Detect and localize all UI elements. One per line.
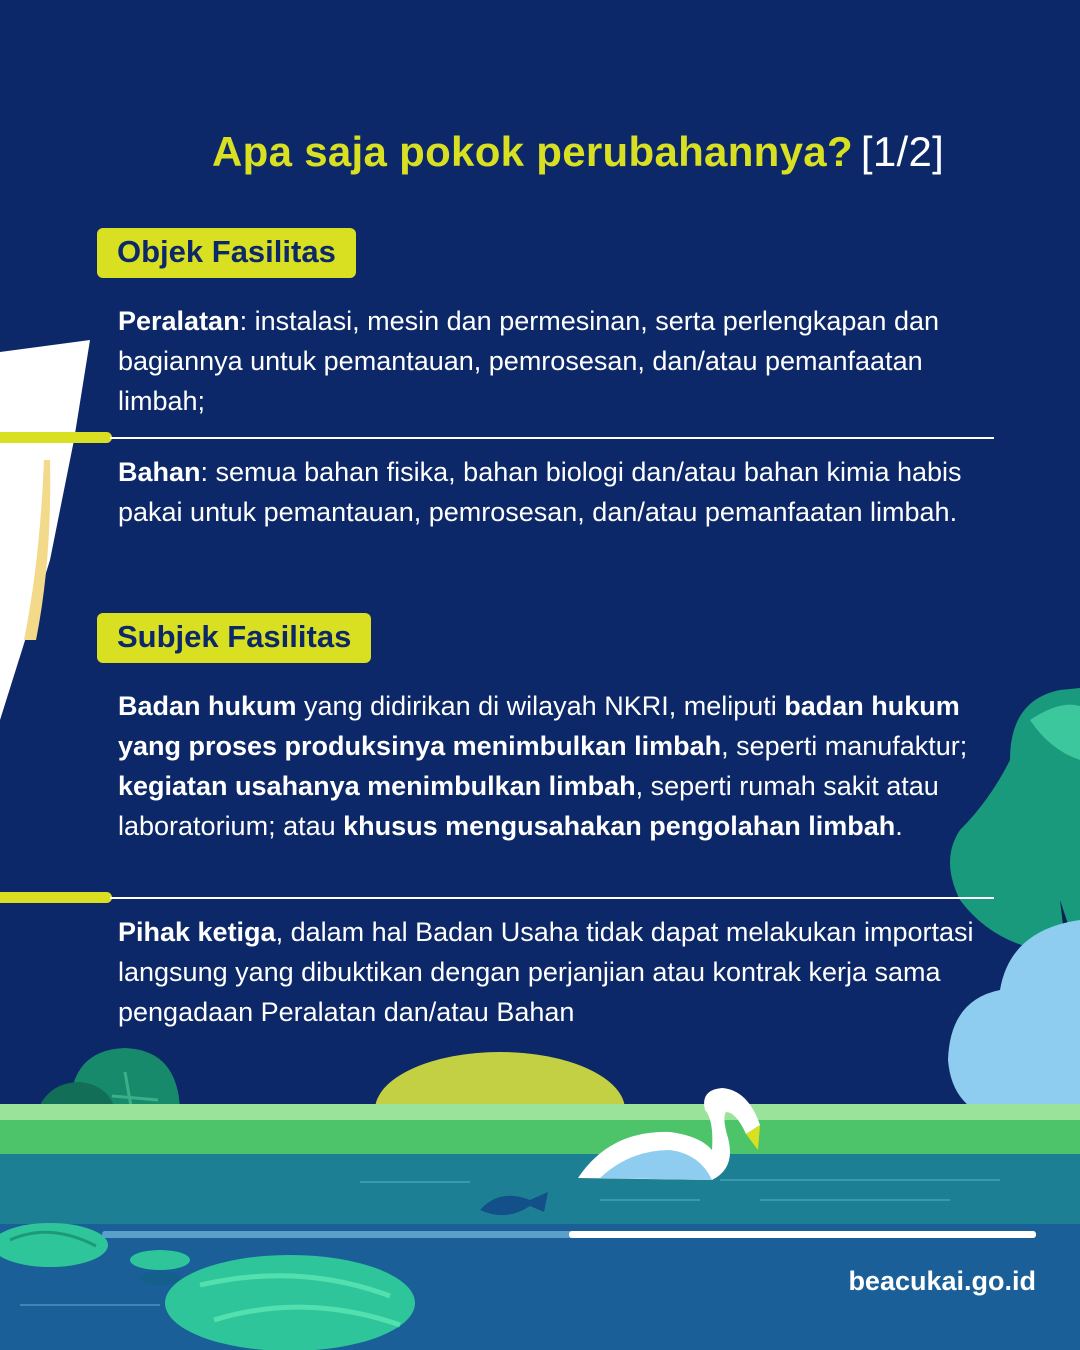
- section-marker: [0, 892, 112, 903]
- badan-emphasis: badan hukum yang proses produksinya menimbulkan limbah: [118, 691, 960, 761]
- left-sail-shape: [0, 340, 90, 720]
- badan-emphasis: khusus mengusahakan pengolahan limbah: [343, 811, 896, 841]
- badan-text: , seperti manufaktur;: [721, 731, 968, 761]
- title-text: Apa saja pokok perubahannya?: [212, 128, 853, 175]
- pihak-term: Pihak ketiga: [118, 917, 276, 947]
- page-title: [212, 128, 944, 176]
- badan-emphasis: kegiatan usahanya menimbulkan limbah: [118, 771, 636, 801]
- grass-strip: [0, 1120, 1080, 1154]
- section-marker: [0, 432, 112, 443]
- bahan-paragraph: [118, 452, 1008, 532]
- pihak-text: , dalam hal Badan Usaha tidak dapat melakukan importasi langsung yang dibuktikan dengan perjanjian atau kontrak kerja sama pengadaan Peralatan dan/atau Bahan: [118, 917, 974, 1027]
- website-url: beacukai.go.id: [848, 1266, 1036, 1296]
- pihak-ketiga-paragraph: [118, 912, 1008, 1032]
- badan-hukum-paragraph: [118, 686, 1008, 846]
- badan-term: Badan hukum: [118, 691, 297, 721]
- divider: [110, 437, 994, 439]
- bahan-term: Bahan: [118, 457, 201, 487]
- badan-text: .: [895, 811, 903, 841]
- objek-fasilitas-badge: Objek Fasilitas: [97, 228, 356, 278]
- bahan-text: : semua bahan fisika, bahan biologi dan/atau bahan kimia habis pakai untuk pemantauan, pemrosesan, dan/atau pemanfaatan limbah.: [118, 457, 962, 527]
- peralatan-text: : instalasi, mesin dan permesinan, serta perlengkapan dan bagiannya untuk pemantauan, pemrosesan, dan/atau pemanfaatan limbah;: [118, 306, 939, 416]
- peralatan-paragraph: [118, 301, 1008, 421]
- subjek-fasilitas-badge: Subjek Fasilitas: [97, 613, 371, 663]
- divider: [110, 897, 994, 899]
- peralatan-term: Peralatan: [118, 306, 240, 336]
- badan-text: yang didirikan di wilayah NKRI, meliputi: [296, 691, 785, 721]
- grass-strip-light: [0, 1104, 1080, 1122]
- badan-text: , seperti rumah sakit atau laboratorium; atau: [118, 771, 939, 841]
- page-indicator: [1/2]: [860, 128, 945, 175]
- progress-fill: [569, 1231, 1036, 1238]
